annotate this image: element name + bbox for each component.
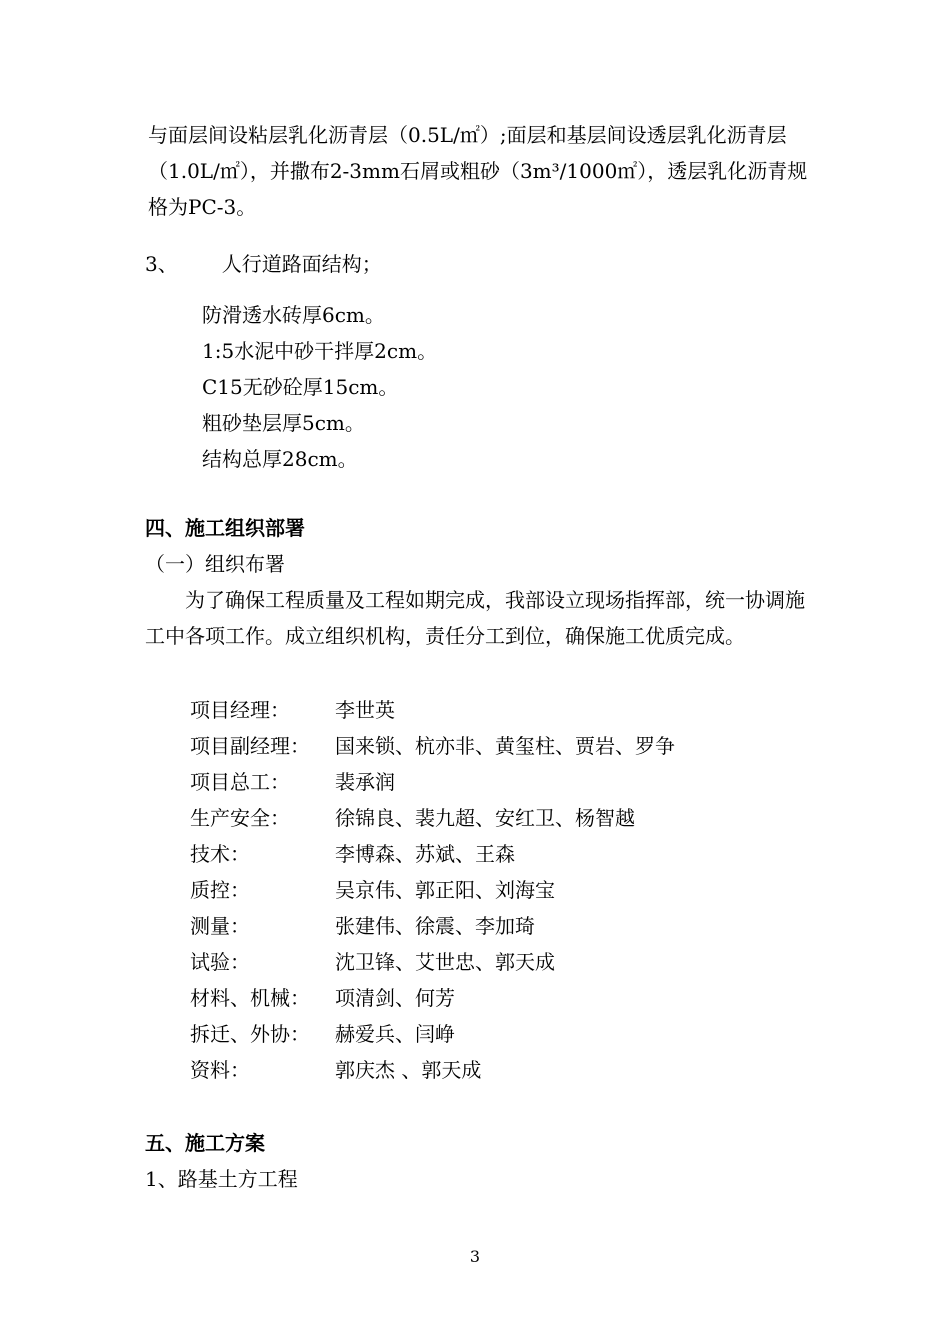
sidewalk-heading: [145, 248, 382, 280]
org-role-row: [190, 982, 455, 1014]
org-role-row: [190, 802, 635, 834]
org-role-row: [190, 946, 555, 978]
role-names: 李博森、苏斌、王森: [335, 842, 515, 866]
org-role-row: [190, 730, 675, 762]
sidewalk-layer: C15无砂砼厚15cm。: [202, 375, 399, 399]
role-label: 测量：: [190, 914, 250, 938]
role-names: 张建伟、徐震、李加琦: [335, 914, 535, 938]
role-label: 拆迁、外协：: [190, 1022, 310, 1046]
role-label: 质控：: [190, 878, 250, 902]
sidewalk-layer: 1:5水泥中砂干拌厚2cm。: [202, 339, 438, 363]
section4-paragraph: 为了确保工程质量及工程如期完成，我部设立现场指挥部，统一协调施工中各项工作。成立组织机构，责任分工到位，确保施工优质完成。: [145, 588, 805, 648]
sidewalk-layer: 防滑透水砖厚6cm。: [202, 303, 385, 327]
org-role-row: [190, 1018, 455, 1050]
role-names: 徐锦良、裴九超、安红卫、杨智越: [335, 806, 635, 830]
page-number: 3: [469, 1247, 481, 1266]
sidewalk-layer: 粗砂垫层厚5cm。: [202, 411, 365, 435]
intro-paragraph: 与面层间设粘层乳化沥青层（0.5L/㎡）;面层和基层间设透层乳化沥青层 （1.0L/㎡），并撒布2-3mm石屑或粗砂（3m³/1000㎡），透层乳化沥青规格为PC-3。: [148, 123, 808, 219]
role-names: 李世英: [335, 698, 395, 722]
role-names: 沈卫锋、艾世忠、郭天成: [335, 950, 555, 974]
org-role-row: [190, 874, 555, 906]
sidewalk-layer: 结构总厚28cm。: [202, 447, 358, 471]
role-label: 生产安全：: [190, 806, 290, 830]
role-label: 技术：: [190, 842, 250, 866]
role-names: 项清剑、何芳: [335, 986, 455, 1010]
role-label: 资料：: [190, 1058, 250, 1082]
org-role-row: [190, 910, 535, 942]
role-label: 材料、机械：: [190, 986, 310, 1010]
role-label: 项目副经理：: [190, 734, 310, 758]
section4-heading: 四、施工组织部署: [145, 516, 305, 540]
role-names: 吴京伟、郭正阳、刘海宝: [335, 878, 555, 902]
org-role-row: [190, 1054, 481, 1086]
role-names: 赫爱兵、闫峥: [335, 1022, 455, 1046]
org-role-row: [190, 766, 395, 798]
section5-item: 1、路基土方工程: [145, 1167, 298, 1191]
section5-heading: 五、施工方案: [145, 1131, 265, 1155]
org-role-row: [190, 694, 395, 726]
section4-subheading: （一）组织布署: [145, 552, 285, 576]
role-label: 项目总工：: [190, 770, 290, 794]
role-label: 项目经理：: [190, 698, 290, 722]
org-role-row: [190, 838, 515, 870]
role-names: 郭庆杰 、郭天成: [335, 1058, 482, 1082]
sidewalk-number: 3、: [145, 252, 178, 276]
role-names: 国来锁、杭亦非、黄玺柱、贾岩、罗争: [335, 734, 675, 758]
role-label: 试验：: [190, 950, 250, 974]
sidewalk-title: 人行道路面结构；: [221, 252, 382, 276]
role-names: 裴承润: [335, 770, 395, 794]
